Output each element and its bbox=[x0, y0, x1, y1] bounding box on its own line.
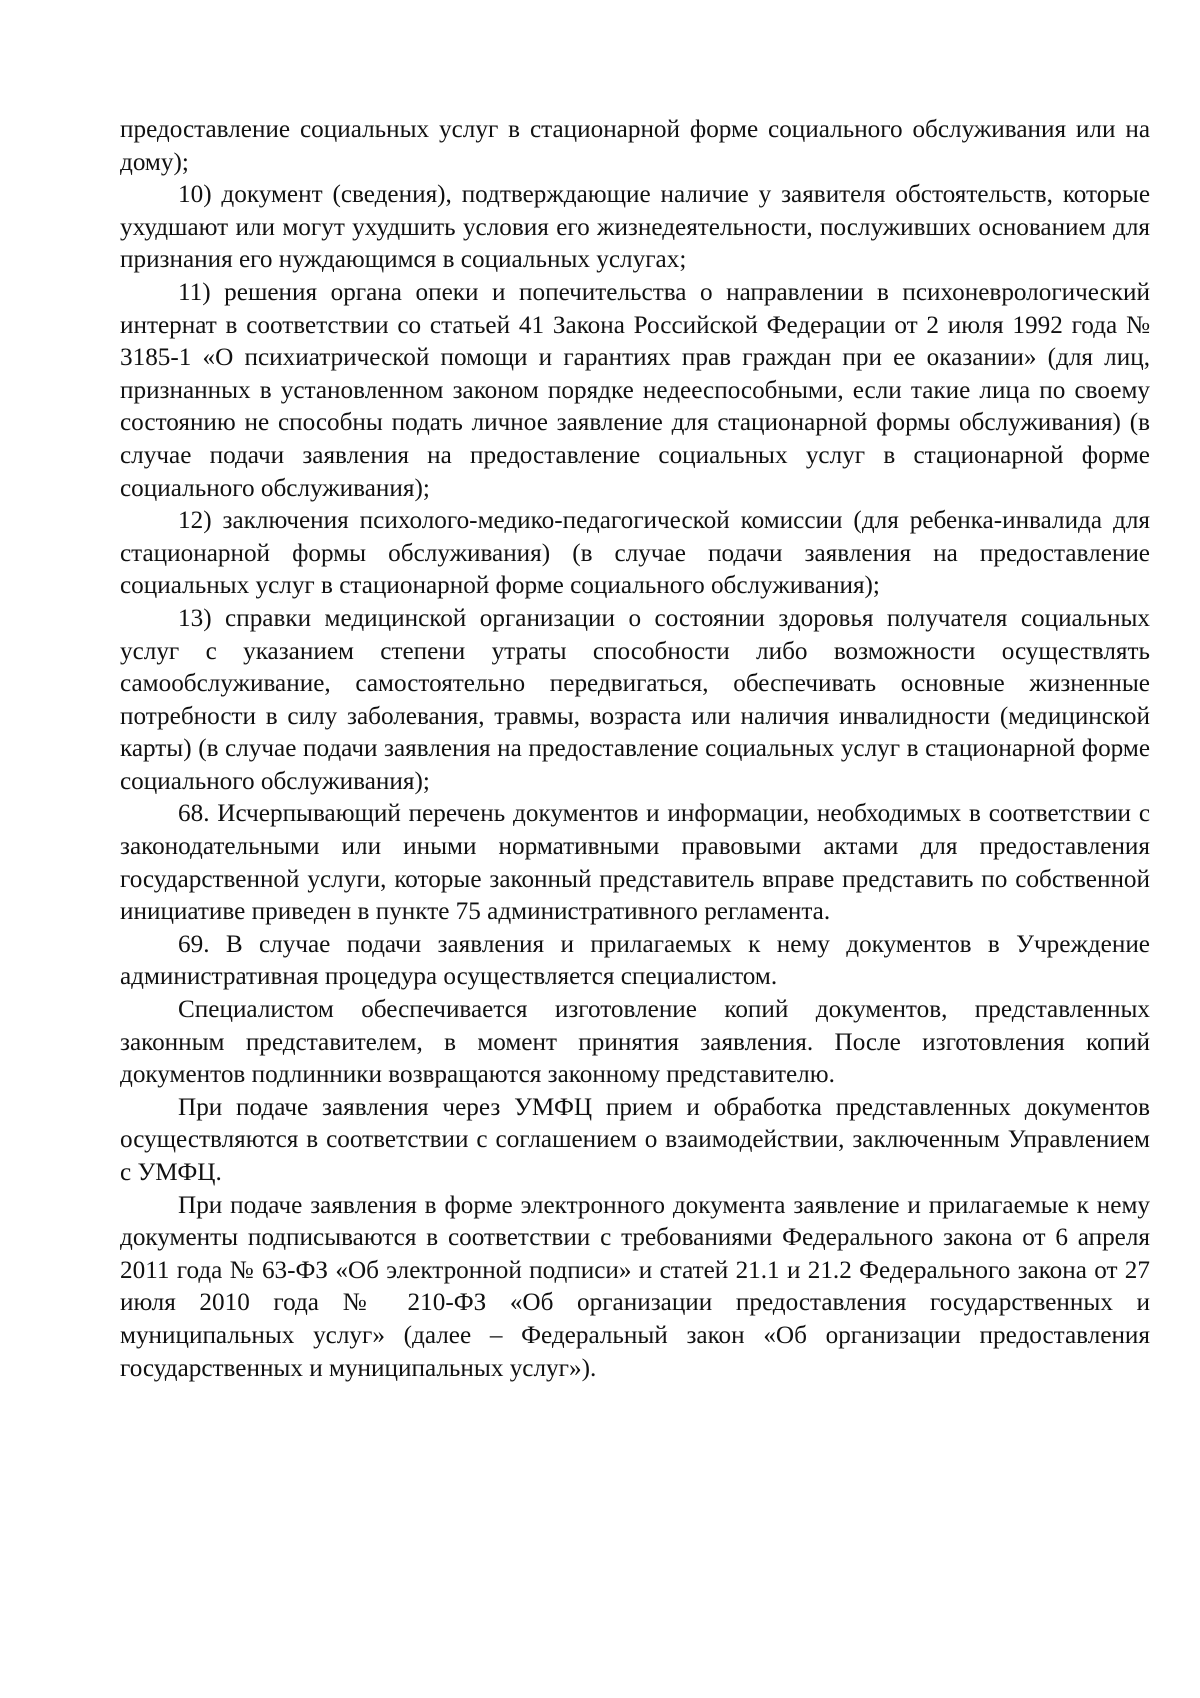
paragraph-specialist: Специалистом обеспечивается изготовление копий документов, представленных законным представителем, в момент принятия заявления. После изготовления копий документов подлинники возвращаются законному представителю. bbox=[120, 996, 1150, 1089]
paragraph-item-12: 12) заключения психолого-медико-педагогической комиссии (для ребенка-инвалида для стационарной формы обслуживания) (в случае подачи заявления на предоставление социальных услуг в стационарной форме социального обслуживания); bbox=[120, 507, 1150, 600]
paragraph-item-11: 11) решения органа опеки и попечительства о направлении в психоневрологический интернат в соответствии со статьей 41 Закона Российской Федерации от 2 июля 1992 года № 3185-1 «О психиатрической помощи и гарантиях прав граждан при ее оказании» (для лиц, признанных в установленном законом порядке недееспособными, если такие лица по своему состоянию не способны подать личное заявление для стационарной формы обслуживания) (в случае подачи заявления на предоставление социальных услуг в стационарной форме социального обслуживания); bbox=[120, 278, 1150, 502]
paragraph-continuation: предоставление социальных услуг в стационарной форме социального обслуживания или на дому); bbox=[120, 116, 1150, 176]
paragraph-item-13: 13) справки медицинской организации о состоянии здоровья получателя социальных услуг с указанием степени утраты способности либо возможности осуществлять самообслуживание, самостоятельно передвигаться, обеспечивать основные жизненные потребности в силу заболевания, травмы, возраста или наличия инвалидности (медицинской карты) (в случае подачи заявления на предоставление социальных услуг в стационарной форме социального обслуживания); bbox=[120, 604, 1150, 795]
paragraph-electronic: При подаче заявления в форме электронного документа заявление и прилагаемые к нему документы подписываются в соответствии с требованиями Федерального закона от 6 апреля 2011 года № 63-ФЗ «Об электронной подписи» и статей 21.1 и 21.2 Федерального закона от 27 июля 2010 года № 210-ФЗ «Об организации предоставления государственных и муниципальных услуг» (далее – Федеральный закон «Об организации предоставления государственных и муниципальных услуг»). bbox=[120, 1191, 1150, 1382]
paragraph-item-10: 10) документ (сведения), подтверждающие наличие у заявителя обстоятельств, которые ухудшают или могут ухудшить условия его жизнедеятельности, послуживших основанием для признания его нуждающимся в социальных услугах; bbox=[120, 181, 1150, 274]
document-body bbox=[120, 114, 1150, 1385]
paragraph-clause-69: 69. В случае подачи заявления и прилагаемых к нему документов в Учреждение административная процедура осуществляется специалистом. bbox=[120, 930, 1150, 991]
paragraph-umfc: При подаче заявления через УМФЦ прием и обработка представленных документов осуществляются в соответствии с соглашением о взаимодействии, заключенным Управлением с УМФЦ. bbox=[120, 1093, 1150, 1186]
paragraph-clause-68: 68. Исчерпывающий перечень документов и информации, необходимых в соответствии с законодательными или иными нормативными правовыми актами для предоставления государственной услуги, которые законный представитель вправе представить по собственной инициативе приведен в пункте 75 административного регламента. bbox=[120, 800, 1150, 926]
